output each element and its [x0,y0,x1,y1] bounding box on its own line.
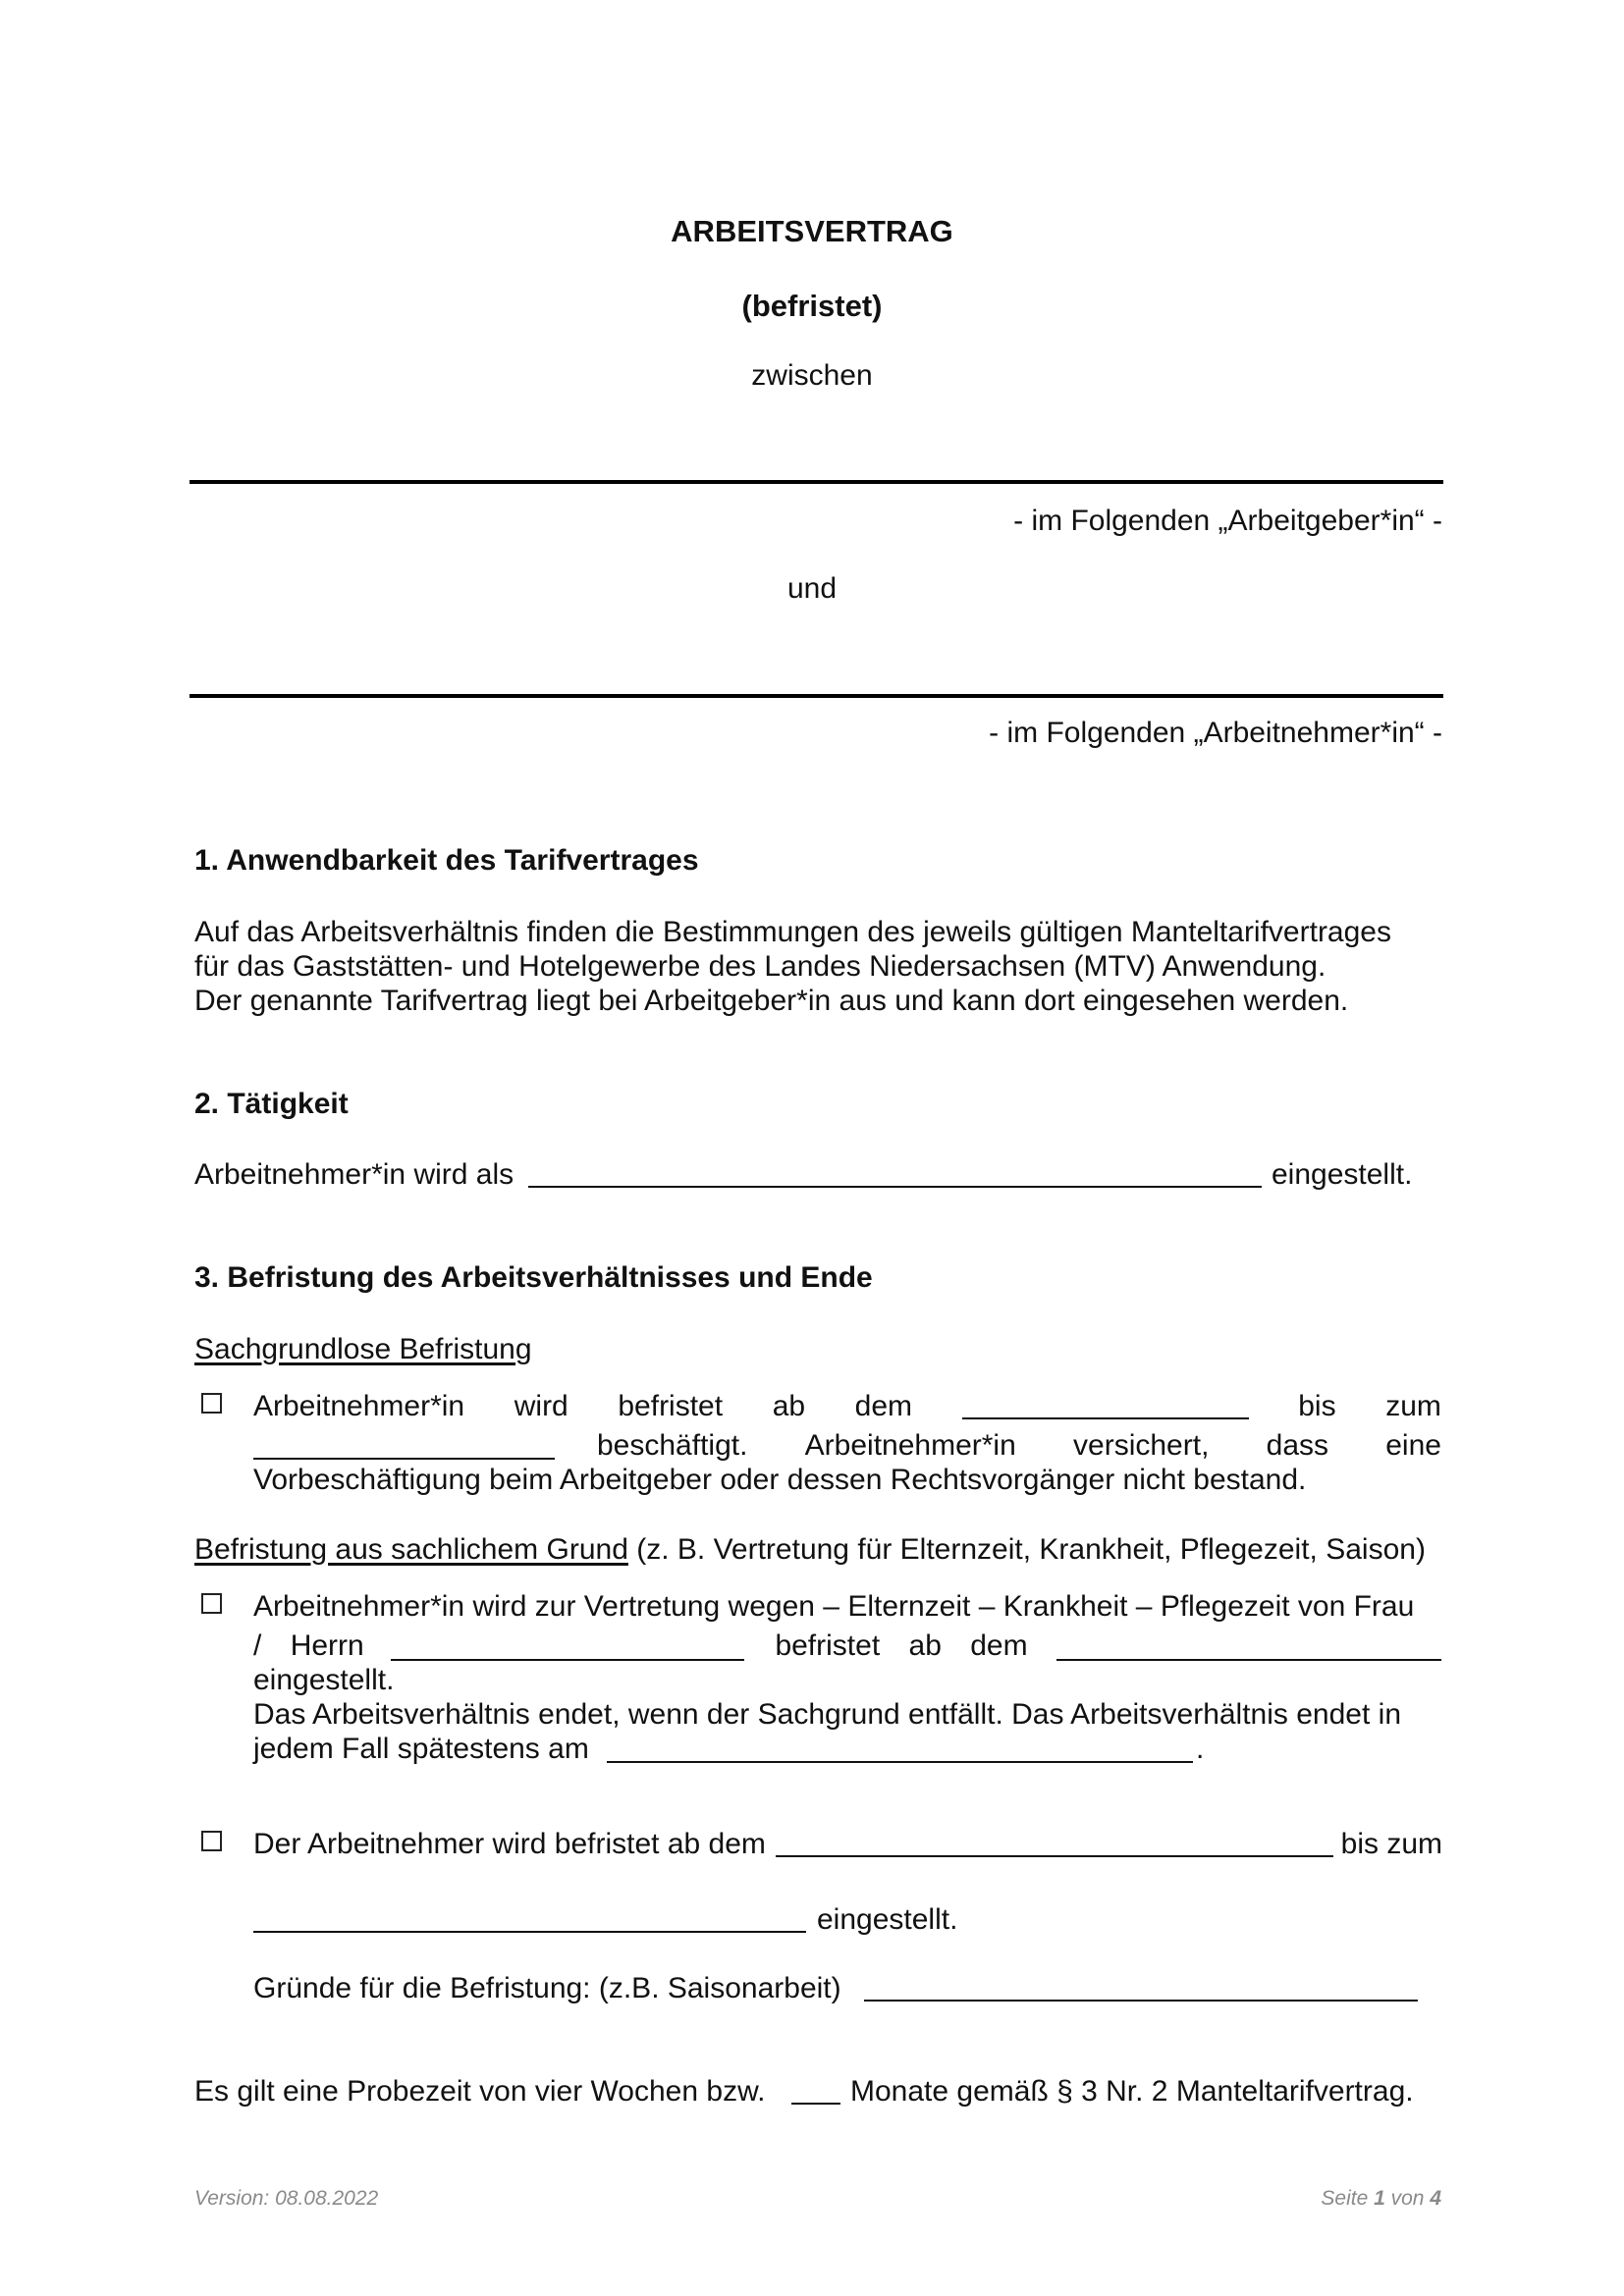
start-date-field[interactable] [962,1417,1249,1419]
option2-line-5: jedem Fall spätestens am [253,1733,589,1765]
section1-line-3: Der genannte Tarifvertrag liegt bei Arbeitgeber*in aus und kann dort eingesehen werden. [194,985,1349,1017]
section2-heading: 2. Tätigkeit [194,1088,349,1120]
footer-page: Seite 1 von 4 [1321,2187,1441,2210]
option3-line2-suffix: eingestellt. [817,1903,958,1936]
probation-text-a: Es gilt eine Probezeit von vier Wochen bzw. [194,2075,766,2108]
footer-version: Version: 08.08.2022 [194,2187,379,2210]
activity-prefix: Arbeitnehmer*in wird als [194,1158,514,1191]
employee-label: - im Folgenden „Arbeitnehmer*in“ - [989,717,1442,749]
option2-line-4: Das Arbeitsverhältnis endet, wenn der Sachgrund entfällt. Das Arbeitsverhältnis endet in [253,1698,1402,1731]
latest-end-date-field[interactable] [607,1761,1193,1763]
probation-text-b: Monate gemäß § 3 Nr. 2 Manteltarifvertrag. [850,2075,1414,2108]
subheading-sachgrund: Befristung aus sachlichem Grund (z. B. Vertretung für Elternzeit, Krankheit, Pflegezeit, Saison) [194,1533,1426,1566]
section1-line-1: Auf das Arbeitsverhältnis finden die Bestimmungen des jeweils gültigen Manteltarifvertrages [194,916,1391,948]
checkbox-befristet[interactable] [201,1831,222,1851]
subheading-sachgrundlos: Sachgrundlose Befristung [194,1333,532,1365]
substitute-start-date-field[interactable] [1056,1659,1441,1661]
option3-start-date-field[interactable] [776,1855,1333,1857]
option3-suffix: bis zum [1340,1828,1442,1860]
option2-line-3: eingestellt. [253,1664,395,1696]
probation-months-field[interactable] [791,2103,840,2105]
option1-line-2: beschäftigt. Arbeitnehmer*in versichert, dass eine [597,1429,1441,1462]
document-title: ARBEITSVERTRAG [671,214,953,248]
activity-suffix: eingestellt. [1272,1158,1413,1191]
section1-heading: 1. Anwendbarkeit des Tarifvertrages [194,844,699,877]
option3-reasons: Gründe für die Befristung: (z.B. Saisonarbeit) [253,1972,841,2004]
option1-line-1: Arbeitnehmer*in wird befristet ab dem bis zum [253,1390,1441,1422]
document-subtitle: (befristet) [741,289,883,323]
and-text: und [786,572,838,605]
checkbox-sachgrundlos[interactable] [201,1393,222,1414]
option3-end-date-field[interactable] [253,1931,806,1933]
employee-name-line[interactable] [189,694,1443,698]
option1-line-3: Vorbeschäftigung beim Arbeitgeber oder dessen Rechtsvorgänger nicht bestand. [253,1464,1307,1496]
option2-line-5-end: . [1196,1733,1205,1765]
section3-heading: 3. Befristung des Arbeitsverhältnisses und Ende [194,1261,873,1294]
option2-line-2: / Herrn befristet ab dem [253,1629,1028,1662]
employer-label: - im Folgenden „Arbeitgeber*in“ - [1013,505,1442,537]
between-text: zwischen [751,359,873,392]
checkbox-sachgrund[interactable] [201,1593,222,1614]
employer-name-line[interactable] [189,480,1443,484]
option3-prefix: Der Arbeitnehmer wird befristet ab dem [253,1828,766,1860]
activity-field[interactable] [528,1186,1262,1188]
section1-line-2: für das Gaststätten- und Hotelgewerbe des Landes Niedersachsen (MTV) Anwendung. [194,950,1326,983]
reasons-field[interactable] [864,2000,1418,2002]
option2-line-1: Arbeitnehmer*in wird zur Vertretung wegen – Elternzeit – Krankheit – Pflegezeit von Frau [253,1590,1415,1623]
substitute-name-field[interactable] [391,1659,744,1661]
end-date-field[interactable] [253,1458,555,1460]
